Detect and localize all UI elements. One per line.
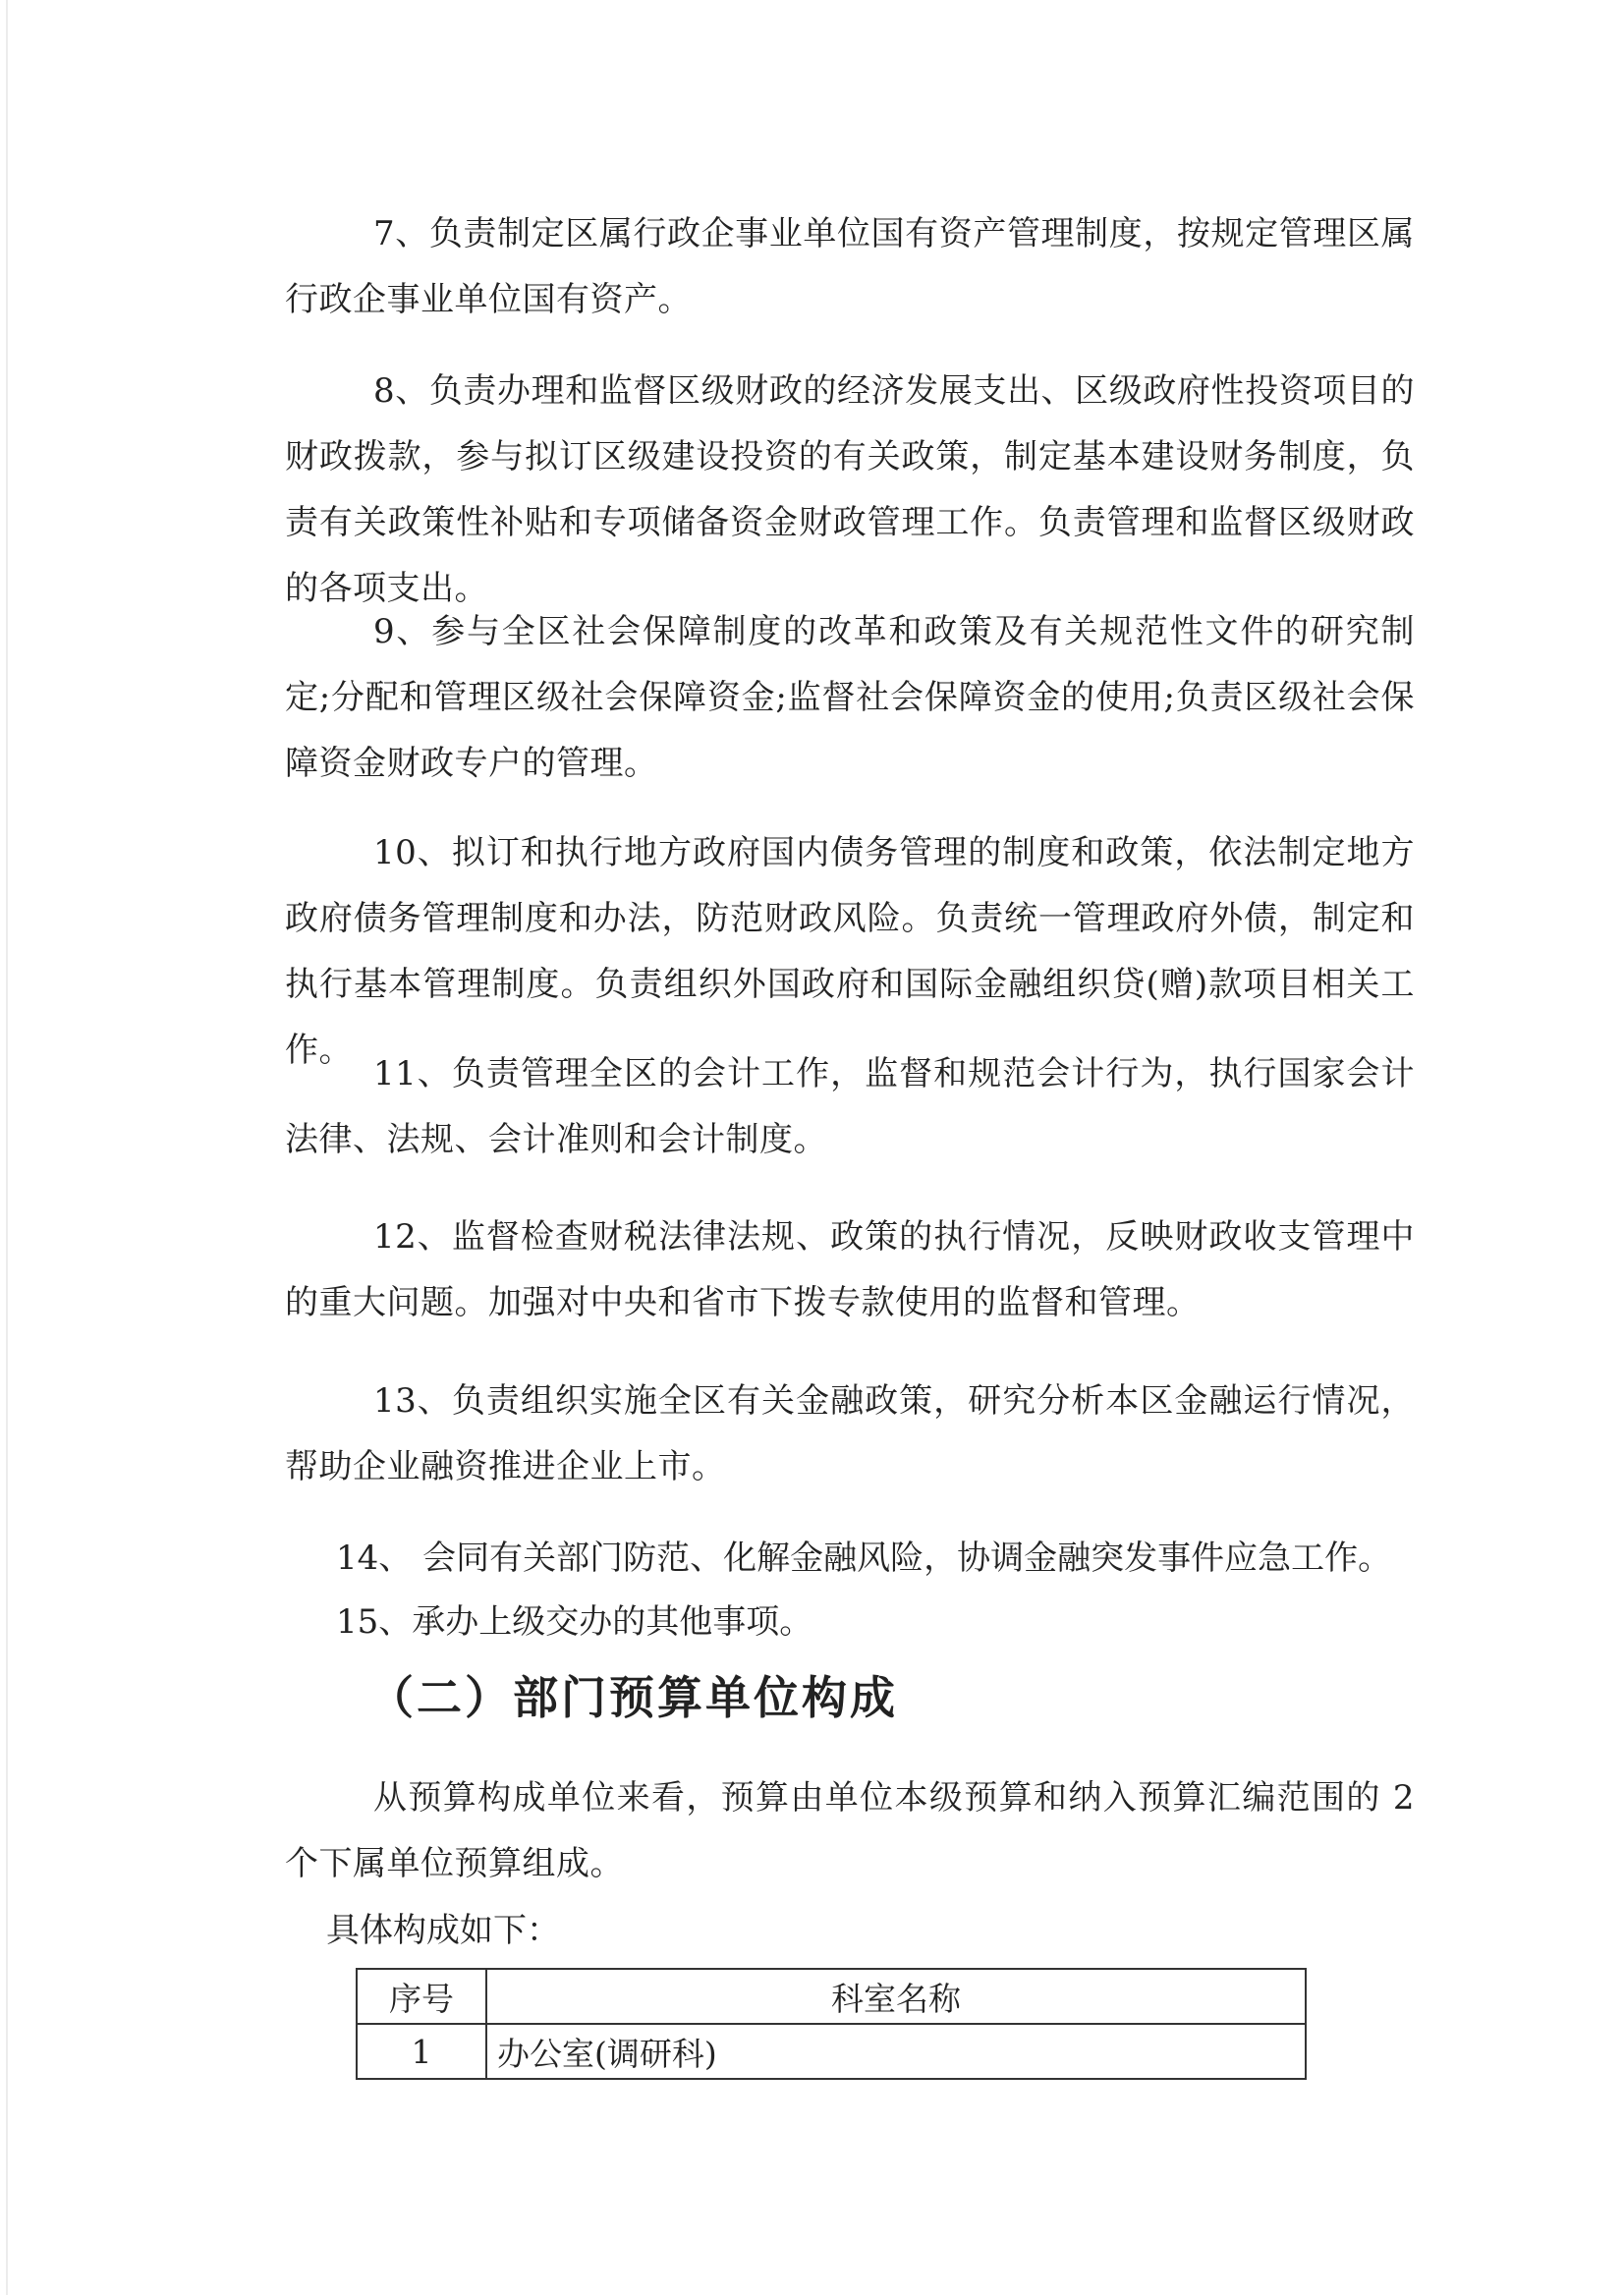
- table-intro: 具体构成如下：: [326, 1911, 560, 1950]
- table-cell-serial: 1: [357, 2024, 486, 2079]
- table-header-row: [357, 1969, 1306, 2024]
- paragraph-item-14: 14、 会同有关部门防范、化解金融风险，协调金融突发事件应急工作。: [336, 1539, 1392, 1578]
- paragraph-item-13: 13、负责组织实施全区有关金融政策，研究分析本区金融运行情况，帮助企业融资推进企业上市。: [285, 1381, 1415, 1486]
- budget-unit-table: [356, 1968, 1307, 2080]
- composition-paragraph: 从预算构成单位来看，预算由单位本级预算和纳入预算汇编范围的 2 个下属单位预算组成。: [285, 1778, 1415, 1883]
- table-row: [357, 2024, 1306, 2079]
- section-heading: （二）部门预算单位构成: [368, 1671, 898, 1724]
- scan-edge: [6, 0, 8, 2295]
- paragraph-item-10: 10、拟订和执行地方政府国内债务管理的制度和政策，依法制定地方政府债务管理制度和办法，防范财政风险。负责统一管理政府外债，制定和执行基本管理制度。负责组织外国政府和国际金融组织贷(赠)款项目相关工作。: [285, 833, 1415, 1070]
- table-header-office-name: 科室名称: [486, 1969, 1306, 2024]
- paragraph-item-12: 12、监督检查财税法律法规、政策的执行情况，反映财政收支管理中的重大问题。加强对中央和省市下拨专款使用的监督和管理。: [285, 1217, 1415, 1322]
- table-header-serial: 序号: [357, 1969, 486, 2024]
- paragraph-item-15: 15、承办上级交办的其他事项。: [336, 1602, 813, 1642]
- table-cell-office-name: 办公室(调研科): [486, 2024, 1306, 2079]
- paragraph-item-9: 9、参与全区社会保障制度的改革和政策及有关规范性文件的研究制定;分配和管理区级社会保障资金;监督社会保障资金的使用;负责区级社会保障资金财政专户的管理。: [285, 612, 1415, 783]
- paragraph-item-7: 7、负责制定区属行政企事业单位国有资产管理制度，按规定管理区属行政企事业单位国有资产。: [285, 214, 1415, 319]
- paragraph-item-11: 11、负责管理全区的会计工作，监督和规范会计行为，执行国家会计法律、法规、会计准则和会计制度。: [285, 1054, 1415, 1159]
- paragraph-item-8: 8、负责办理和监督区级财政的经济发展支出、区级政府性投资项目的财政拨款，参与拟订区级建设投资的有关政策，制定基本建设财务制度，负责有关政策性补贴和专项储备资金财政管理工作。负责管理和监督区级财政的各项支出。: [285, 371, 1415, 608]
